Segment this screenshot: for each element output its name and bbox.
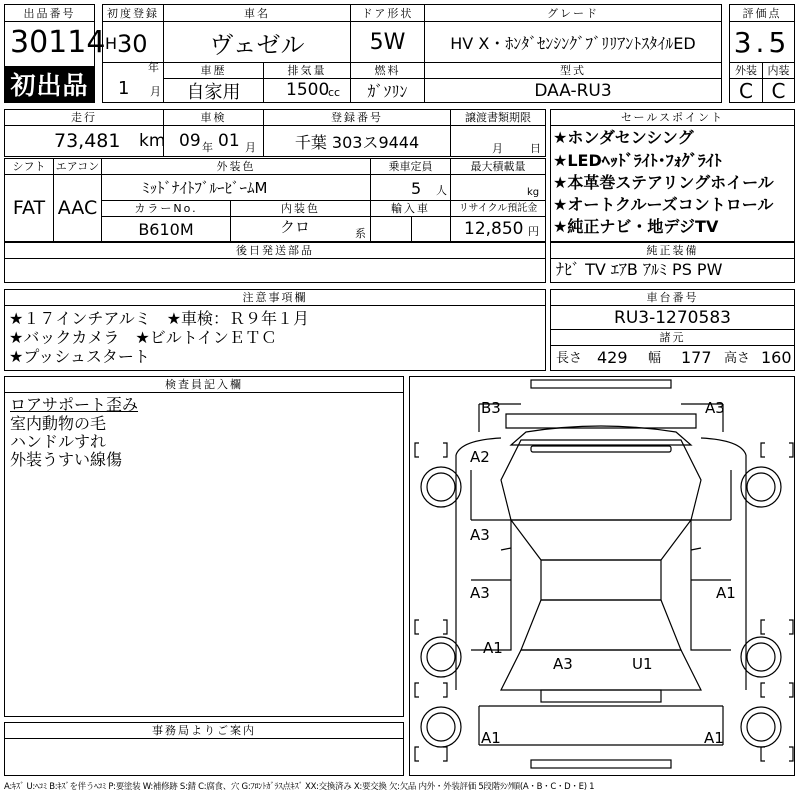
overall-score: 3.5 — [729, 21, 795, 63]
import-box-2 — [411, 216, 451, 242]
fuel-header: 燃料 — [350, 62, 425, 79]
inspection-year: 09 — [179, 131, 201, 151]
inspector-line: 室内動物の毛 — [10, 414, 107, 433]
chassis-header: 車台番号 — [550, 289, 795, 306]
legend: A:ｷｽﾞ U:ﾍｺﾐ B:ｷｽﾞを伴うﾍｺﾐ P:要塗装 W:補修跡 S:錆 C:腐食、穴 G:ﾌﾛﾝﾄｶﾞﾗｽ点ｷｽﾞ XX:交換済み X:要交換 欠:欠品 内外・外装評価 5段階ﾗﾝｸ順(A・B・C・D・E) 1 — [4, 782, 595, 792]
mileage-header: 走行 — [4, 109, 164, 126]
displacement: 1500 — [286, 80, 330, 100]
score-header: 評価点 — [729, 4, 795, 22]
model-code: DAA-RU3 — [424, 78, 722, 103]
registration-header: 登録番号 — [263, 109, 451, 126]
first-reg-year: 30 — [117, 30, 148, 58]
inspector-line: ハンドルすれ — [10, 432, 107, 451]
inspection-year-unit: 年 — [202, 141, 213, 154]
grade: HV X・ﾎﾝﾀﾞｾﾝｼﾝｸﾞﾌﾞﾘﾘｱﾝﾄｽﾀｲﾙED — [424, 21, 722, 63]
transfer-deadline-header: 譲渡書類期限 — [450, 109, 546, 126]
width-label: 幅 — [648, 351, 662, 366]
color-no-header: カラーNo. — [101, 200, 231, 217]
damage-mark: A3 — [470, 584, 490, 602]
displacement-unit: cc — [328, 86, 341, 99]
max-load-header: 最大積載量 — [450, 158, 546, 175]
damage-mark: A1 — [704, 729, 724, 747]
transfer-deadline-day-unit: 日 — [530, 142, 541, 155]
inspection-month-unit: 月 — [245, 141, 256, 154]
int-color-header: 内装色 — [230, 200, 371, 217]
later-parts-box — [4, 258, 546, 283]
recycle-header: リサイクル預託金 — [450, 200, 546, 217]
inspector-header: 検査員記入欄 — [4, 376, 404, 393]
notes-line: ★１７インチアルミ ★車検：Ｒ９年１月 — [9, 309, 310, 328]
import-box-1 — [370, 216, 412, 242]
car-name: ヴェゼル — [163, 21, 351, 63]
recycle-fee: 12,850 — [464, 219, 524, 239]
damage-mark: A3 — [553, 655, 573, 673]
later-parts-header: 後日発送部品 — [4, 242, 546, 259]
grade-header: グレード — [424, 4, 722, 22]
chassis-number: RU3-1270583 — [550, 305, 795, 330]
car-name-header: 車名 — [163, 4, 351, 22]
sales-point-item: ★本革巻ステアリングホイール — [553, 173, 774, 192]
first-reg-header: 初度登録 — [102, 4, 164, 22]
first-listing-badge: 初出品 — [5, 66, 94, 102]
ext-score-header: 外装 — [729, 62, 763, 79]
shift-header: シフト — [4, 158, 54, 175]
door-header: ドア形状 — [350, 4, 425, 22]
exterior-color: ﾐｯﾄﾞﾅｲﾄﾌﾞﾙｰﾋﾞｰﾑM — [101, 174, 371, 201]
import-header: 輸入車 — [370, 200, 451, 217]
aircon: AAC — [53, 174, 102, 242]
sales-point-item: ★純正ナビ・地デジTV — [553, 217, 719, 236]
mileage-unit: km — [139, 131, 166, 151]
length-label: 長さ — [556, 351, 583, 366]
genuine-equipment-header: 純正装備 — [550, 242, 795, 259]
height-label: 高さ — [724, 351, 751, 366]
first-reg-era: H — [105, 34, 118, 53]
damage-mark: A3 — [470, 526, 490, 544]
damage-mark: A1 — [481, 729, 501, 747]
notes-line: ★バックカメラ ★ビルトインＥＴＣ — [9, 328, 277, 347]
inspection-month: 01 — [218, 131, 240, 151]
history-header: 車歴 — [163, 62, 264, 79]
inspector-line: ロアサポート歪み — [10, 395, 139, 414]
interior-color-unit: 系 — [355, 227, 366, 240]
door-type: 5W — [350, 21, 425, 63]
damage-diagram — [409, 376, 795, 776]
office-box — [4, 738, 404, 776]
inspection-header: 車検 — [163, 109, 264, 126]
mileage: 73,481 — [54, 130, 121, 152]
damage-mark: A1 — [716, 584, 736, 602]
vehicle-history: 自家用 — [163, 78, 264, 103]
displacement-header: 排気量 — [263, 62, 351, 79]
width-value: 177 — [681, 348, 712, 367]
genuine-equipment: ﾅﾋﾞ TV ｴｱB ｱﾙﾐ PS PW — [556, 260, 723, 279]
lot-header: 出品番号 — [4, 4, 95, 22]
damage-mark: A1 — [483, 639, 503, 657]
lot-number: 30114 — [10, 25, 106, 60]
recycle-fee-unit: 円 — [528, 225, 539, 238]
int-score-header: 内装 — [762, 62, 795, 79]
sales-point-item: ★LEDﾍｯﾄﾞﾗｲﾄ･ﾌｫｸﾞﾗｲﾄ — [553, 151, 722, 170]
inspector-line: 外装うすい線傷 — [10, 450, 123, 469]
capacity: 5 — [411, 179, 422, 198]
notes-line: ★プッシュスタート — [9, 347, 150, 366]
office-header: 事務局よりご案内 — [4, 722, 404, 739]
height-value: 160 — [761, 348, 792, 367]
capacity-unit: 人 — [436, 184, 447, 197]
exterior-score: C — [729, 78, 763, 103]
notes-header: 注意事項欄 — [4, 289, 546, 306]
color-number: B610M — [101, 216, 231, 242]
first-reg-year-unit: 年 — [148, 61, 159, 74]
aircon-header: エアコン — [53, 158, 102, 175]
dimensions-header: 諸元 — [550, 329, 795, 346]
car-diagram-svg — [410, 377, 794, 775]
interior-color: クロ — [280, 218, 311, 236]
max-load-unit: kg — [527, 187, 540, 198]
model-header: 型式 — [424, 62, 722, 79]
damage-mark: U1 — [632, 655, 653, 673]
registration-number: 千葉 303ス9444 — [263, 125, 451, 157]
sales-points-header: セールスポイント — [550, 109, 795, 126]
ext-color-header: 外装色 — [101, 158, 371, 175]
first-reg-month-unit: 月 — [150, 85, 161, 98]
first-reg-month: 1 — [118, 78, 130, 99]
fuel: ｶﾞｿﾘﾝ — [350, 78, 425, 103]
length-value: 429 — [597, 348, 628, 367]
interior-score: C — [762, 78, 795, 103]
damage-mark: B3 — [481, 399, 501, 417]
capacity-header: 乗車定員 — [370, 158, 451, 175]
shift: FAT — [4, 174, 54, 242]
transfer-deadline-month-unit: 月 — [492, 142, 503, 155]
damage-mark: A2 — [470, 448, 490, 466]
sales-point-item: ★オートクルーズコントロール — [553, 195, 774, 214]
dimensions-box — [550, 345, 795, 371]
damage-mark: A3 — [705, 399, 725, 417]
sales-point-item: ★ホンダセンシング — [553, 128, 694, 147]
